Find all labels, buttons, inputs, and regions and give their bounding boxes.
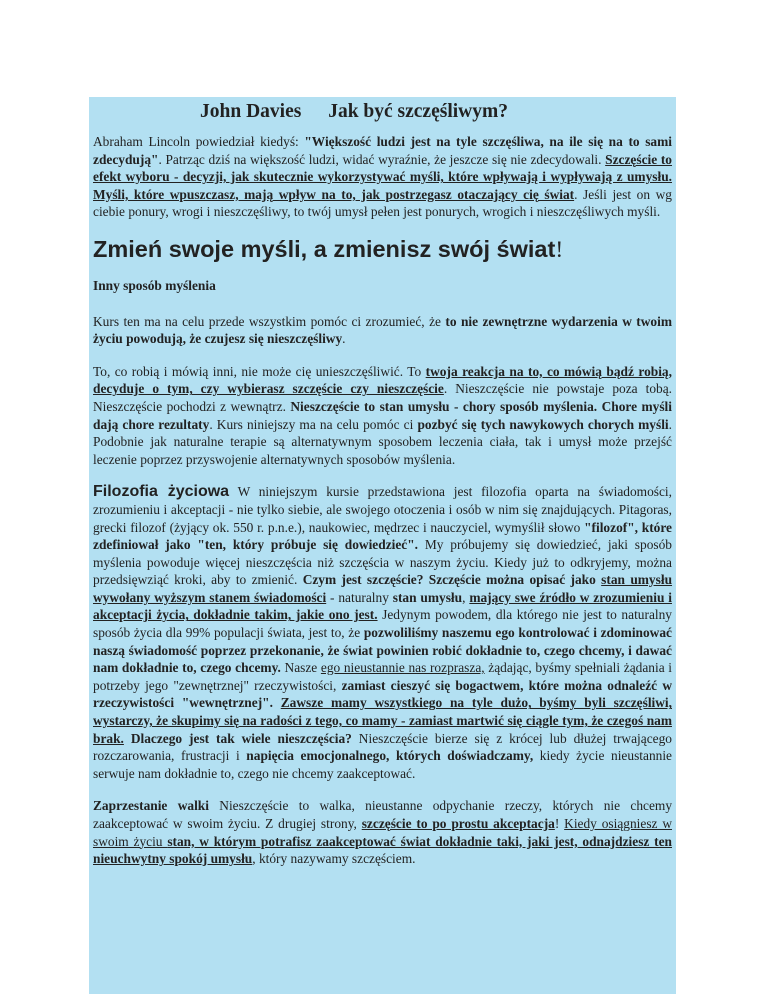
text: Kurs ten ma na celu przede wszystkim pomóc ci zrozumieć, że bbox=[93, 313, 446, 329]
bold-text: pozwoliliśmy naszemu ego kontrolować i zdominować naszą świadomość poprzez przekonanie, że świat powinien robić dokładnie to, czego chcemy, i dawać nam dokładnie to, czego chcemy. bbox=[93, 625, 672, 676]
text: Nasze bbox=[280, 660, 321, 676]
underlined-text: Kiedy osiągniesz w swoim życiu bbox=[93, 816, 672, 849]
slogan-heading bbox=[93, 236, 672, 263]
emphasis-underlined: szczęście to po prostu akceptacja bbox=[361, 816, 555, 831]
inline-heading: Zaprzestanie walki bbox=[93, 798, 209, 814]
text: - naturalny bbox=[326, 589, 393, 605]
text: Nieszczęście to walka, nieustanne odpychanie rzeczy, których nie chcemy zaakceptować w swoim życiu. Z drugiej strony, bbox=[93, 798, 673, 831]
text: . Patrząc dziś na większość ludzi, widać wyraźnie, że jeszcze się nie zdecydowali. bbox=[158, 151, 606, 167]
text: . bbox=[342, 331, 346, 347]
slogan-text: Zmień swoje myśli, a zmienisz swój świat bbox=[93, 235, 556, 262]
text: , bbox=[462, 589, 470, 605]
text: ! bbox=[554, 816, 565, 831]
paragraph bbox=[93, 313, 672, 348]
emphasis-underlined: stan, w którym potrafisz zaakceptować świat dokładnie taki, jaki jest, odnajdziesz ten nieuchwytny spokój umysłu bbox=[93, 833, 672, 867]
paragraph bbox=[93, 797, 672, 867]
bold-text: zamiast cieszyć się bogactwem, które można odnaleźć w rzeczywistości "wewnętrznej". bbox=[93, 677, 672, 711]
page-title bbox=[93, 101, 672, 133]
intro-paragraph bbox=[93, 133, 672, 221]
text: . Jeśli jest on wg ciebie ponury, wrogi i nieszczęśliwy, to twój umysł pełen jest ponurych, wrogich i nieszczęśliwych myśli. bbox=[93, 186, 672, 220]
emphasis-underlined: Szczęście to efekt wyboru - decyzji, jak skutecznie wykorzystywać myśli, które wpływają i wypływają z umysłu. Myśli, które wpuszczasz, mają wpływ na to, jak postrzegasz otaczający cię świat bbox=[93, 151, 672, 202]
text: Jedynym powodem, dla którego nie jest to naturalny sposób życia dla 99% populacji świata, jest to, że bbox=[93, 607, 672, 641]
text: . Podobnie jak naturalne terapie są alternatywnym sposobem leczenia ciała, tak i umysł może przejść leczenie poprzez przyswojenie alternatywnych sposobów myślenia. bbox=[93, 416, 673, 467]
text: . Nieszczęście nie powstaje poza tobą. Nieszczęście pochodzi z wewnątrz. bbox=[93, 381, 672, 414]
emphasis-underlined: stan umysłu wywołany wyższym stanem świadomości bbox=[93, 572, 673, 605]
paragraph bbox=[93, 483, 672, 782]
text: W niniejszym kursie przedstawiona jest filozofia oparta na świadomości, zrozumieniu i akceptacji - nie tylko siebie, ale swojego otoczenia i osób w nim się znajdujących. Pitagoras, grecki filozof (żyjący ok. 550 r. p.n.e.), naukowiec, mędrzec i nauczyciel, wymyślił słowo bbox=[93, 484, 673, 535]
bold-text: to nie zewnętrzne wydarzenia w twoim życiu powodują, że czujesz się nieszczęśliwy bbox=[93, 313, 672, 347]
text: kiedy życie nieustannie serwuje nam dokładnie to, czego nie chcemy zaakceptować. bbox=[93, 748, 672, 781]
text: Abraham Lincoln powiedział kiedyś: bbox=[93, 134, 305, 149]
bold-text: pozbyć się tych nawykowych chorych myśli bbox=[417, 416, 669, 432]
emphasis-underlined: twoja reakcja na to, co mówią bądź robią, decyduje o tym, czy wybierasz szczęście czy nieszczęście bbox=[93, 363, 672, 397]
inline-heading: Filozofia życiowa bbox=[93, 483, 230, 501]
bold-text: Dlaczego jest tak wiele nieszczęścia? bbox=[123, 730, 352, 746]
bold-text: napięcia emocjonalnego, których doświadczamy, bbox=[246, 748, 534, 764]
emphasis-underlined: mający swe źródło w zrozumieniu i akceptacji życia, dokładnie takim, jakie ono jest. bbox=[93, 589, 672, 623]
text: My próbujemy się dowiedzieć, jaki sposób myślenia powoduje więcej nieszczęścia niż szczęścia w naszym życiu. Kiedy już to odkryjemy, można przedsięwziąć kroki, aby to zmienić. bbox=[93, 537, 672, 588]
emphasis-underlined: Zawsze mamy wszystkiego na tyle dużo, byśmy byli szczęśliwi, wystarczy, że skupimy się na radości z tego, co mamy - zamiast martwić się ciągle tym, że czegoś nam brak. bbox=[93, 695, 672, 746]
text: To, co robią i mówią inni, nie może cię unieszczęśliwić. To bbox=[93, 363, 426, 379]
bold-text: stan umysłu bbox=[392, 589, 463, 605]
author-name: John Davies bbox=[200, 101, 302, 122]
slogan-end: ! bbox=[555, 236, 564, 263]
text: , który nazywamy szczęściem. bbox=[252, 851, 416, 867]
document-page bbox=[89, 97, 676, 994]
text: Nieszczęście bierze się z krócej lub dłużej trwającego rozczarowania, frustracji i bbox=[93, 730, 672, 764]
paragraph bbox=[93, 363, 672, 469]
bold-text: Czym jest szczęście? Szczęście można opisać jako bbox=[302, 572, 602, 588]
quote-bold: "Większość ludzi jest na tyle szczęśliwa, na ile się na to sami zdecydują" bbox=[93, 134, 672, 167]
text: . Kurs niniejszy ma na celu pomóc ci bbox=[209, 416, 418, 432]
text: żądając, byśmy spełniali żądania i potrzeby jego "zewnętrznej" rzeczywistości, bbox=[93, 660, 672, 693]
bold-text: Nieszczęście to stan umysłu - chory sposób myślenia. Chore myśli dają chore rezultaty bbox=[93, 398, 672, 432]
document-body bbox=[89, 101, 676, 868]
article-title: Jak być szczęśliwym? bbox=[328, 101, 508, 122]
underlined-text: ego nieustannie nas rozprasza, bbox=[320, 660, 485, 676]
section-heading: Inny sposób myślenia bbox=[93, 277, 216, 293]
bold-text: "filozof", które zdefiniował jako "ten, który próbuje się dowiedzieć". bbox=[93, 519, 672, 553]
